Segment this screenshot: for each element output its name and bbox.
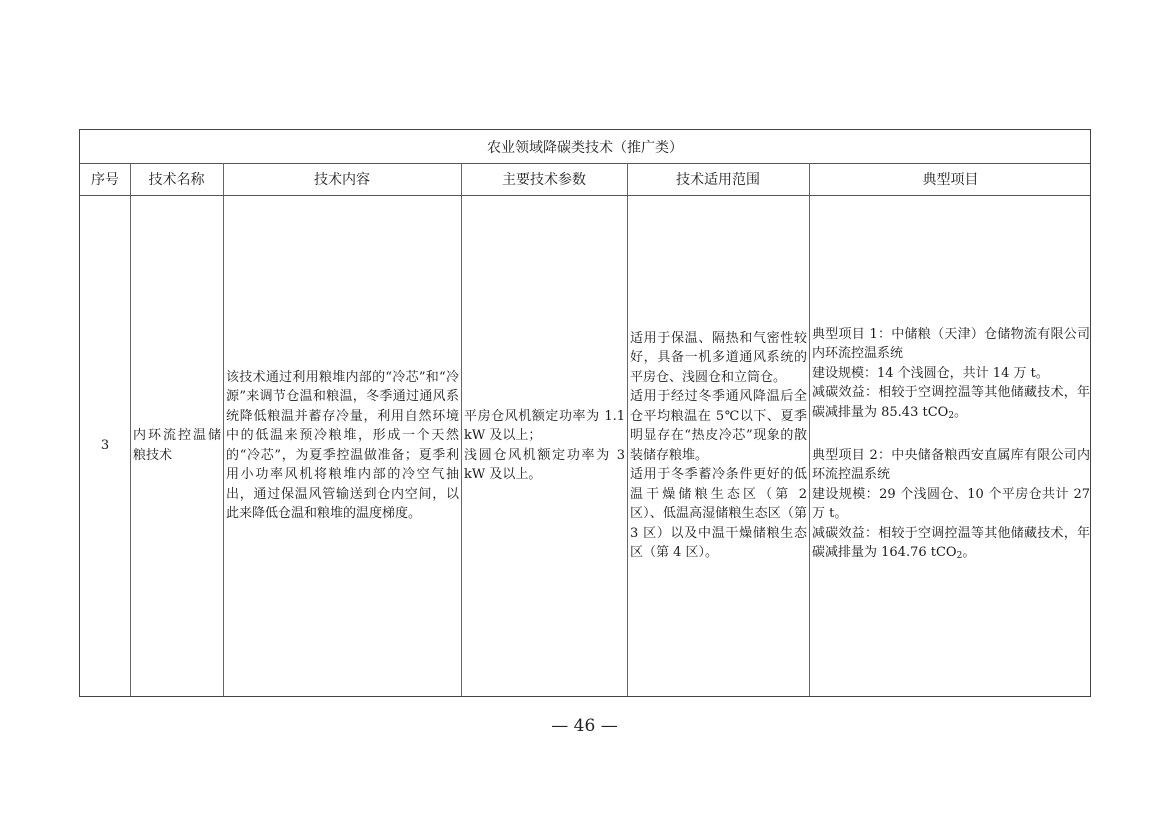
project-scale: 建设规模：29 个浅圆仓、10 个平房仓共计 27 万 t。 [812, 486, 1090, 521]
page-number: — 46 — [551, 716, 618, 736]
scope-paragraph: 适用于经过冬季通风降温后全仓平均粮温在 5℃以下、夏季明显存在“热皮冷芯”现象的散装储存粮堆。 [630, 389, 807, 463]
row-index: 3 [100, 437, 110, 453]
subscript: 2 [948, 410, 955, 421]
project-title: 典型项目 2：中央储备粮西安直属库有限公司内环流控温系统 [812, 447, 1090, 482]
cell-params [462, 195, 627, 696]
benefit-text: 减碳效益：相较于空调控温等其他储藏技术，年碳减排量为 85.43 tCO [812, 385, 1090, 420]
subscript: 2 [956, 551, 963, 561]
technology-table [79, 129, 1091, 697]
spacer [812, 426, 1090, 446]
cell-projects [810, 195, 1092, 696]
benefit-suffix: 。 [954, 404, 968, 420]
project-scale: 建设规模：14 个浅圆仓，共计 14 万 t。 [812, 365, 1049, 381]
typical-projects [810, 325, 1092, 567]
benefit-suffix: 。 [962, 545, 976, 560]
scope-paragraph: 适用于保温、隔热和气密性较好，具备一机多道通风系统的平房仓、浅圆仓和立筒仓。 [630, 330, 807, 385]
header-scope: 技术适用范围 [676, 172, 760, 188]
project-benefit [812, 524, 1090, 567]
header-name: 技术名称 [148, 172, 205, 188]
technology-name: 内环流控温储粮技术 [133, 428, 221, 463]
technology-scope [628, 329, 809, 563]
param-line: 浅圆仓风机额定功率为 3 kW 及以上。 [464, 447, 625, 482]
header-index: 序号 [91, 172, 119, 188]
header-projects: 典型项目 [922, 172, 979, 188]
scope-paragraph: 适用于冬季蓄冷条件更好的低温干燥储粮生态区（第 2 区）、低温高湿储粮生态区（第 3 区）以及中温干燥储粮生态区（第 4 区）。 [630, 467, 807, 560]
header-content: 技术内容 [314, 172, 370, 188]
project-benefit [812, 383, 1090, 426]
technology-params [462, 407, 627, 485]
header-params: 主要技术参数 [502, 172, 586, 188]
header-row [80, 163, 1090, 196]
cell-scope [628, 195, 809, 696]
project-title: 典型项目 1：中储粮（天津）仓储物流有限公司内环流控温系统 [812, 326, 1090, 361]
technology-content: 该技术通过利用粮堆内部的“冷芯”和“冷源”来调节仓温和粮温，冬季通过通风系统降低粮温并蓄存冷量，利用自然环境中的低温来预冷粮堆，形成一个天然的“冷芯”，为夏季控温做准备；夏季利用小功率风机将粮堆内部的冷空气抽出，通过保温风管输送到仓内空间，以此来降低仓温和粮堆的温度梯度。 [226, 369, 459, 521]
table-title: 农业领域降碳类技术（推广类） [80, 130, 1090, 164]
param-line: 平房仓风机额定功率为 1.1 kW 及以上； [464, 408, 625, 443]
cell-name [131, 195, 223, 696]
cell-content [224, 195, 461, 696]
benefit-text: 减碳效益：相较于空调控温等其他储藏技术，年碳减排量为 164.76 tCO [812, 525, 1090, 560]
cell-index [80, 195, 130, 696]
